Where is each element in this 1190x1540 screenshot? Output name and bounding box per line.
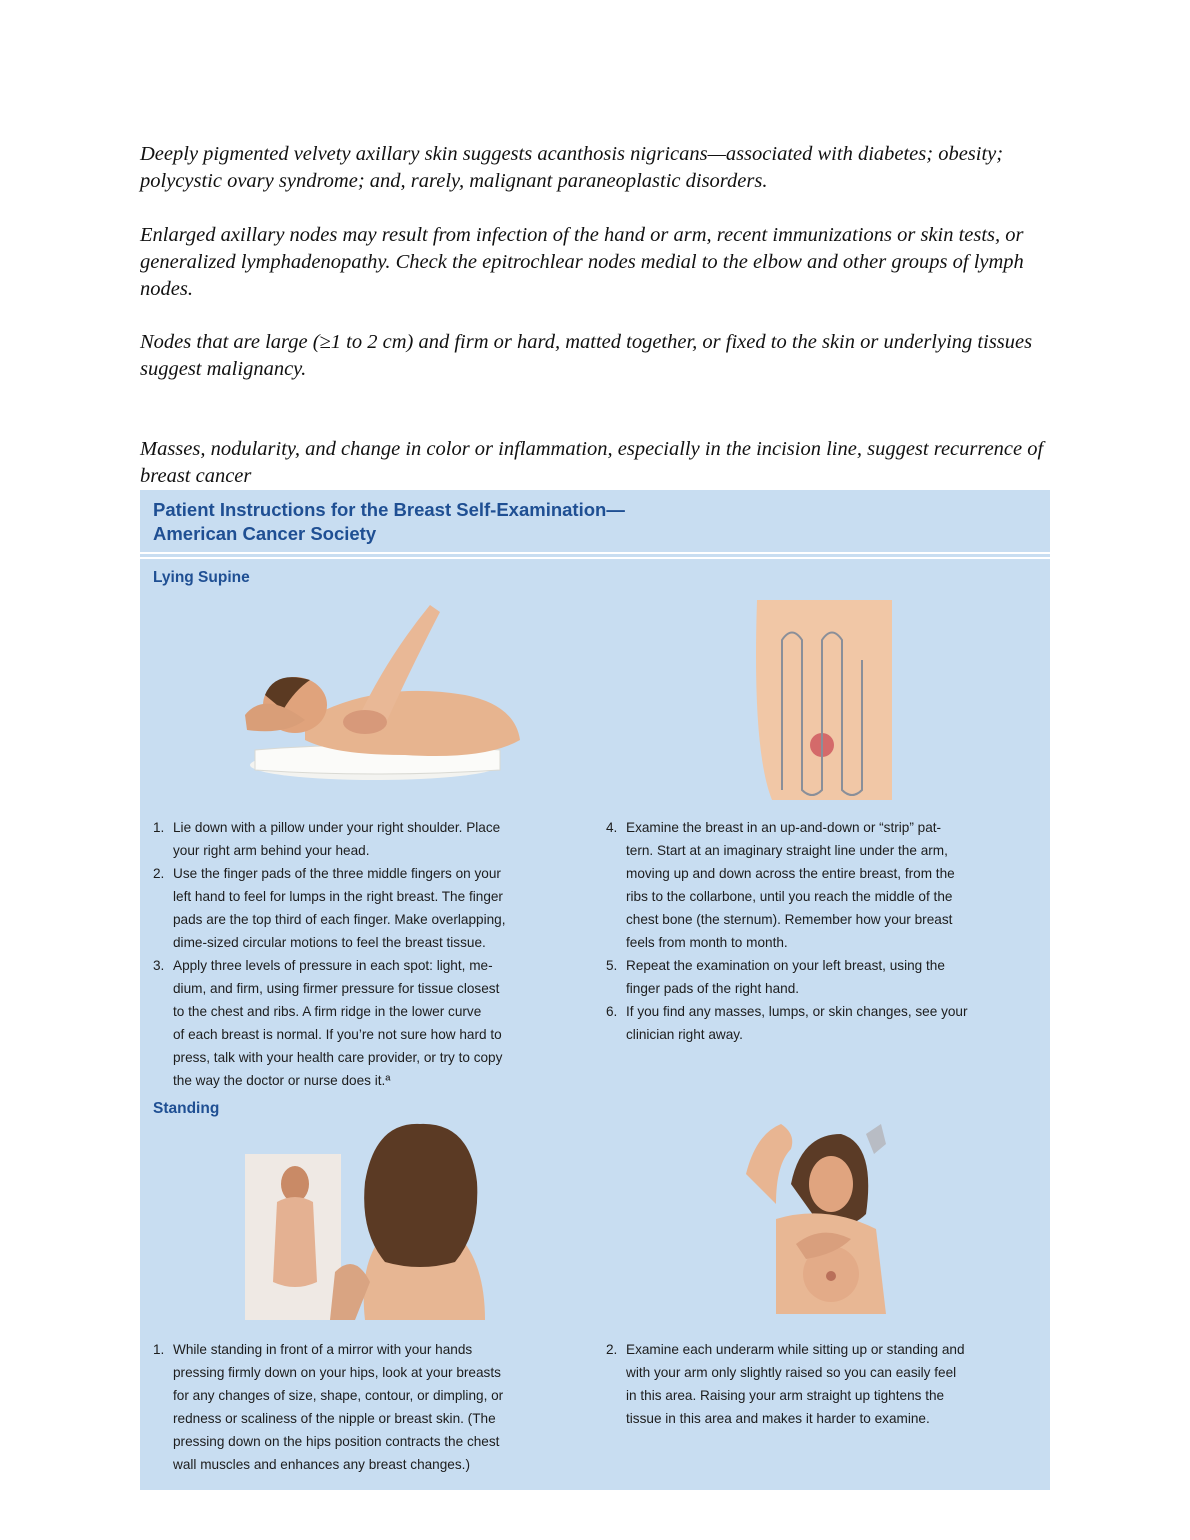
step-number: 4. (606, 820, 618, 835)
lying-steps-right (606, 816, 1046, 1046)
paragraph-acanthosis: Deeply pigmented velvety axillary skin suggests acanthosis nigricans—associated with diabetes; obesity; polycystic ovary syndrome; and, rarely, malignant paraneoplastic disorders. (140, 143, 1004, 192)
step-line: feels from month to month. (626, 935, 788, 950)
title-divider-2 (140, 557, 1050, 559)
step-line: clinician right away. (626, 1027, 743, 1042)
step-line: pads are the top third of each finger. Make overlapping, (173, 912, 506, 927)
step-line: finger pads of the right hand. (626, 981, 800, 996)
step-line: Examine each underarm while sitting up or standing and (626, 1342, 965, 1357)
lying-step-6 (606, 1000, 1046, 1046)
step-line: press, talk with your health care provider, or try to copy (173, 1050, 503, 1065)
step-line: While standing in front of a mirror with your hands (173, 1342, 473, 1357)
step-line: Repeat the examination on your left breast, using the (626, 958, 945, 973)
self-exam-instructions-box (140, 490, 1050, 1490)
step-line: Lie down with a pillow under your right shoulder. Place (173, 820, 501, 835)
step-line: Apply three levels of pressure in each spot: light, me- (173, 958, 493, 973)
step-line: dime-sized circular motions to feel the breast tissue. (173, 935, 486, 950)
step-line: pressing firmly down on your hips, look at your breasts (173, 1365, 501, 1380)
lying-step-1 (153, 816, 583, 862)
mirror-exam-illustration (245, 1122, 565, 1322)
step-number: 6. (606, 1004, 618, 1019)
step-line: your right arm behind your head. (173, 843, 370, 858)
standing-step-1 (153, 1338, 583, 1476)
step-line: for any changes of size, shape, contour, or dimpling, or (173, 1388, 504, 1403)
box-title-line-2: American Cancer Society (153, 523, 377, 544)
step-number: 3. (153, 958, 165, 973)
paragraph-recurrence: Masses, nodularity, and change in color or inflammation, especially in the incision line, suggest recurrence of breast cancer (140, 438, 1044, 487)
standing-step-2 (606, 1338, 1046, 1430)
step-line: left hand to feel for lumps in the right breast. The finger (173, 889, 503, 904)
lying-step-3 (153, 954, 583, 1092)
step-line: of each breast is normal. If you’re not sure how hard to (173, 1027, 502, 1042)
step-number: 5. (606, 958, 618, 973)
step-number: 1. (153, 1342, 165, 1357)
step-line: wall muscles and enhances any breast changes.) (173, 1457, 470, 1472)
lying-step-2 (153, 862, 583, 954)
step-number: 2. (153, 866, 165, 881)
step-line: Examine the breast in an up-and-down or “strip” pat- (626, 820, 942, 835)
step-line: tissue in this area and makes it harder to examine. (626, 1411, 930, 1426)
step-line: redness or scaliness of the nipple or breast skin. (The (173, 1411, 496, 1426)
supine-exam-illustration (225, 600, 525, 785)
box-title-line-1: Patient Instructions for the Breast Self-Examination— (153, 499, 625, 520)
step-number: 2. (606, 1342, 618, 1357)
step-line: pressing down on the hips position contracts the chest (173, 1434, 500, 1449)
section-heading-standing: Standing (153, 1100, 220, 1117)
box-title (153, 498, 625, 546)
step-line: chest bone (the sternum). Remember how your breast (626, 912, 953, 927)
standing-steps-right (606, 1338, 1046, 1430)
step-line: to the chest and ribs. A firm ridge in the lower curve (173, 1004, 482, 1019)
step-line: dium, and firm, using firmer pressure for tissue closest (173, 981, 500, 996)
step-line: in this area. Raising your arm straight up tightens the (626, 1388, 945, 1403)
section-heading-lying-supine: Lying Supine (153, 569, 250, 586)
lying-step-4 (606, 816, 1046, 954)
lying-step-5 (606, 954, 1046, 1000)
step-line: tern. Start at an imaginary straight line under the arm, (626, 843, 948, 858)
standing-steps-left (153, 1338, 583, 1476)
step-line: the way the doctor or nurse does it.ª (173, 1073, 391, 1088)
step-line: with your arm only slightly raised so you can easily feel (626, 1365, 957, 1380)
step-number: 1. (153, 820, 165, 835)
paragraph-malignant-nodes: Nodes that are large (≥1 to 2 cm) and firm or hard, matted together, or fixed to the skin or underlying tissues suggest malignancy. (140, 331, 1033, 380)
title-divider (140, 552, 1050, 554)
step-line: moving up and down across the entire breast, from the (626, 866, 955, 881)
underarm-exam-illustration (736, 1124, 896, 1314)
step-line: ribs to the collarbone, until you reach the middle of the (626, 889, 953, 904)
strip-pattern-illustration (752, 600, 897, 800)
lying-steps-left (153, 816, 583, 1092)
step-line: If you find any masses, lumps, or skin changes, see your (626, 1004, 968, 1019)
paragraph-axillary-nodes: Enlarged axillary nodes may result from infection of the hand or arm, recent immunizations or skin tests, or generalized lymphadenopathy. Check the epitrochlear nodes medial to the elbow and other groups of lymph nodes. (140, 224, 1024, 300)
step-line: Use the finger pads of the three middle fingers on your (173, 866, 501, 881)
